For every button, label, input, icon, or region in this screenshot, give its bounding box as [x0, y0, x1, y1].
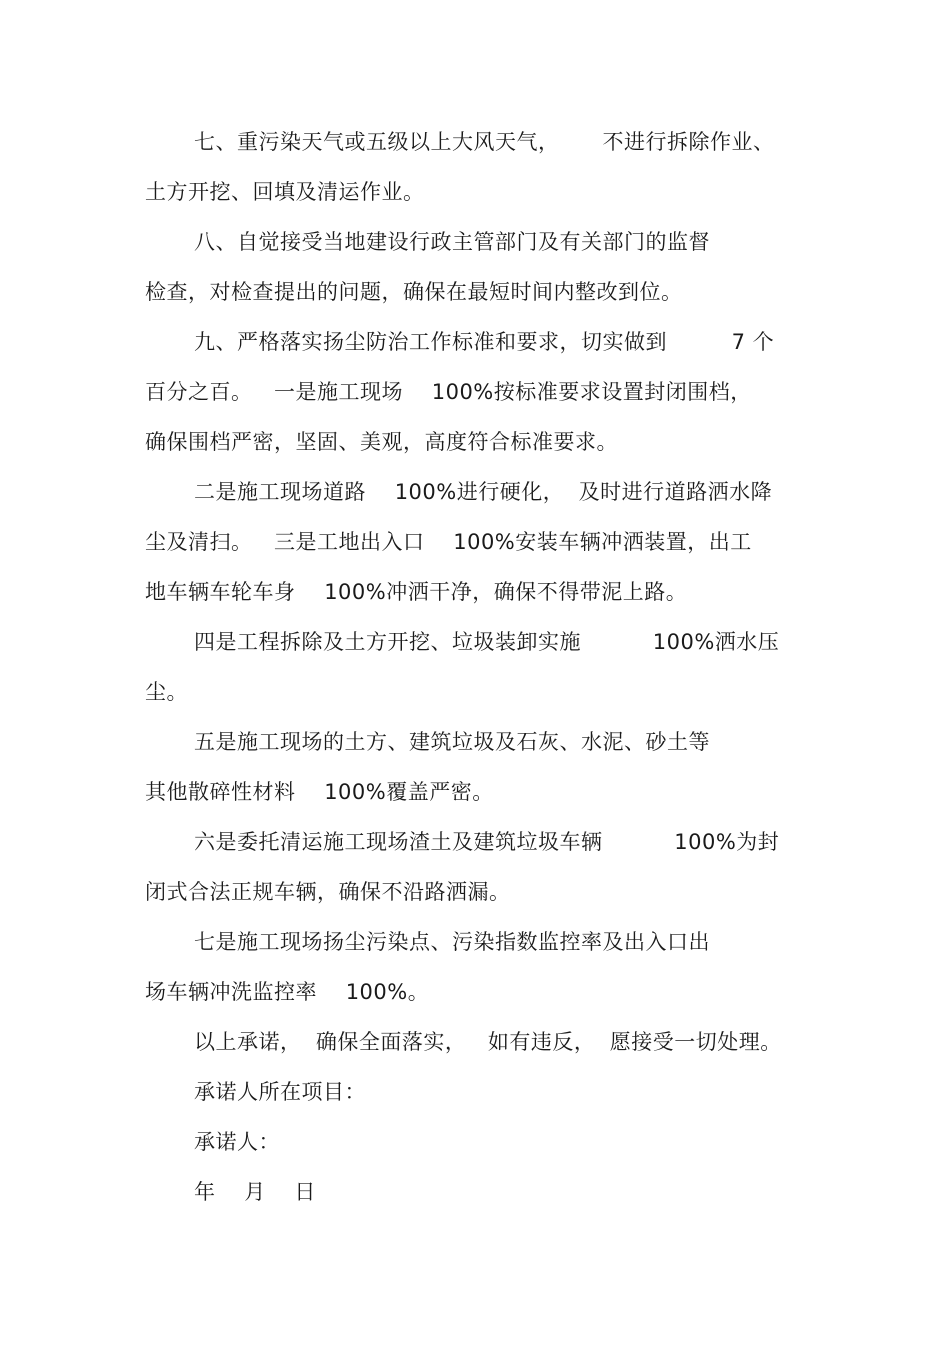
paragraph-line: 场车辆冲洗监控率 100%。 [145, 980, 430, 1004]
paragraph-line: 检查，对检查提出的问题，确保在最短时间内整改到位。 [145, 280, 683, 304]
paragraph-line: 六是委托清运施工现场渣土及建筑垃圾车辆 100%为封 [194, 830, 780, 854]
signatory-label: 承诺人： [194, 1130, 280, 1154]
date-label: 年 月 日 [194, 1180, 316, 1204]
paragraph-line: 确保围档严密，坚固、美观，高度符合标准要求。 [145, 430, 618, 454]
paragraph-line: 其他散碎性材料 100%覆盖严密。 [145, 780, 494, 804]
project-label: 承诺人所在项目： [194, 1080, 366, 1104]
paragraph-line: 百分之百。 一是施工现场 100%按标准要求设置封闭围档， [145, 380, 752, 404]
paragraph-line: 地车辆车轮车身 100%冲洒干净，确保不得带泥上路。 [145, 580, 688, 604]
paragraph-line: 七是施工现场扬尘污染点、污染指数监控率及出入口出 [194, 930, 710, 954]
paragraph-line: 土方开挖、回填及清运作业。 [145, 180, 425, 204]
paragraph-line: 尘。 [145, 680, 188, 704]
paragraph-line: 九、严格落实扬尘防治工作标准和要求，切实做到 7 个 [194, 330, 775, 354]
paragraph-line: 尘及清扫。 三是工地出入口 100%安装车辆冲洒装置，出工 [145, 530, 752, 554]
paragraph-line: 七、重污染天气或五级以上大风天气， 不进行拆除作业、 [194, 130, 775, 154]
paragraph-line: 四是工程拆除及土方开挖、垃圾装卸实施 100%洒水压 [194, 630, 780, 654]
paragraph-line: 闭式合法正规车辆，确保不沿路洒漏。 [145, 880, 511, 904]
paragraph-line: 五是施工现场的土方、建筑垃圾及石灰、水泥、砂土等 [194, 730, 710, 754]
paragraph-line: 二是施工现场道路 100%进行硬化， 及时进行道路洒水降 [194, 480, 773, 504]
paragraph-line: 八、自觉接受当地建设行政主管部门及有关部门的监督 [194, 230, 710, 254]
commitment-statement: 以上承诺， 确保全面落实， 如有违反， 愿接受一切处理。 [194, 1030, 782, 1054]
